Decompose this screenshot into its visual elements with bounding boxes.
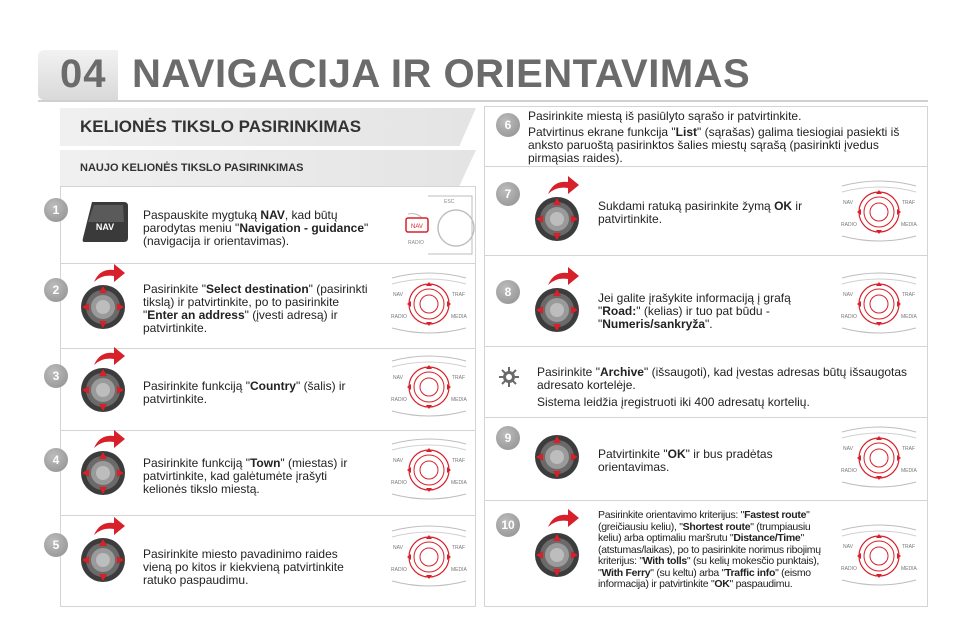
step-10-text: Pasirinkite orientavimo kriterijus: "Fastest route" (greičiausiu keliu), "Shortest route" (trumpiausiu keliu) arba optimaliu maršrutu "Distance/Time" (atstumas/laikas), po to pasirinkite norimus ribojimų kriterijus: "With tolls" (su kelių mokesčio punktais), "With Ferry" (su keltu) arba "Traffic info" (eismo informacija) ir patvirtinkite "OK" paspaudimu.: [598, 509, 821, 590]
step-badge-7: 7: [496, 182, 520, 206]
svg-text:MEDIA: MEDIA: [451, 567, 467, 573]
divider: [484, 500, 928, 501]
svg-text:MEDIA: MEDIA: [451, 397, 467, 403]
step-6-text: [528, 110, 923, 168]
archive-note-line-2: Sistema leidžia įregistruoti iki 400 adresatų kortelių.: [537, 395, 810, 409]
step-badge-10: 10: [496, 513, 520, 537]
svg-text:TRAF: TRAF: [452, 292, 466, 298]
step-badge-8: 8: [496, 280, 520, 304]
svg-text:RADIO: RADIO: [841, 566, 857, 572]
step-7-text: Sukdami ratuką pasirinkite žymą OK ir patvirtinkite.: [598, 199, 803, 226]
svg-text:TRAF: TRAF: [452, 545, 466, 551]
divider: [484, 346, 928, 347]
svg-text:TRAF: TRAF: [452, 375, 466, 381]
svg-text:MEDIA: MEDIA: [451, 480, 467, 486]
step-badge-5: 5: [44, 533, 68, 557]
svg-text:MEDIA: MEDIA: [901, 222, 917, 228]
rotary-knob-icon: [80, 367, 126, 413]
step-6-line-1: Pasirinkite miestą iš pasiūlyto sąrašo ir patvirtinkite.: [528, 109, 802, 123]
rotary-knob-icon: [534, 434, 580, 480]
subsection-title: NAUJO KELIONĖS TIKSLO PASIRINKIMAS: [80, 162, 304, 174]
console-diagram-icon: [838, 270, 920, 336]
svg-text:TRAF: TRAF: [902, 292, 916, 298]
console-esc-label: ESC: [444, 199, 455, 205]
console-esc-icon: [398, 192, 480, 258]
chapter-number: 04: [60, 52, 107, 96]
svg-text:TRAF: TRAF: [902, 200, 916, 206]
step-9-text: Patvirtinkite "OK" ir bus pradėtas orientavimas.: [598, 447, 773, 474]
console-diagram-icon: [388, 523, 470, 589]
step-badge-6: 6: [496, 113, 520, 137]
svg-text:TRAF: TRAF: [902, 544, 916, 550]
console-nav-label: NAV: [411, 224, 423, 230]
svg-text:NAV: NAV: [843, 292, 853, 298]
console-diagram-icon: [388, 270, 470, 336]
svg-text:NAV: NAV: [393, 292, 403, 298]
svg-text:MEDIA: MEDIA: [451, 314, 467, 320]
rotary-knob-icon: [80, 450, 126, 496]
step-badge-3: 3: [44, 364, 68, 388]
nav-button-icon: [80, 200, 130, 244]
step-4-text: Pasirinkite funkciją "Town" (miestas) ir patvirtinkite, kad galėtumėte įrašyti kelionės tikslo miestą.: [143, 456, 348, 496]
svg-text:MEDIA: MEDIA: [901, 468, 917, 474]
rotary-knob-icon: [80, 537, 126, 583]
svg-text:RADIO: RADIO: [391, 397, 407, 403]
rotate-arrow-icon: [92, 345, 126, 367]
svg-text:RADIO: RADIO: [391, 567, 407, 573]
rotate-arrow-icon: [546, 174, 580, 196]
rotary-knob-icon: [534, 532, 580, 578]
rotary-knob-icon: [534, 287, 580, 333]
svg-text:NAV: NAV: [843, 544, 853, 550]
svg-text:RADIO: RADIO: [841, 314, 857, 320]
nav-button-label: NAV: [95, 222, 115, 232]
divider: [484, 255, 928, 256]
step-badge-2: 2: [44, 278, 68, 302]
svg-text:RADIO: RADIO: [841, 222, 857, 228]
console-diagram-icon: [838, 522, 920, 588]
svg-text:RADIO: RADIO: [391, 480, 407, 486]
step-1-text: Paspauskite mygtuką NAV, kad būtų parodytas meniu "Navigation - guidance" (navigacija ir orientavimas).: [143, 208, 369, 248]
step-2-text: Pasirinkite "Select destination" (pasirinkti tikslą) ir patvirtinkite, po to pasirinkite "Enter an address" (įvesti adresą) ir patvirtinkite.: [143, 282, 368, 335]
step-badge-9: 9: [496, 426, 520, 450]
page-title: NAVIGACIJA IR ORIENTAVIMAS: [132, 52, 751, 96]
archive-note: [537, 366, 917, 413]
step-8-text: Jei galite įrašykite informaciją į grafą "Road:" (kelias) ir tuo pat būdu - "Numeris/sankryža".: [598, 291, 791, 331]
svg-text:TRAF: TRAF: [902, 446, 916, 452]
rotary-knob-icon: [80, 284, 126, 330]
svg-text:MEDIA: MEDIA: [901, 314, 917, 320]
svg-text:NAV: NAV: [843, 446, 853, 452]
rotate-arrow-icon: [92, 428, 126, 450]
gear-icon: [498, 366, 520, 388]
step-badge-4: 4: [44, 448, 68, 472]
console-diagram-icon: [388, 353, 470, 419]
svg-text:NAV: NAV: [843, 200, 853, 206]
svg-text:RADIO: RADIO: [391, 314, 407, 320]
header-divider: [38, 100, 928, 102]
rotate-arrow-icon: [546, 265, 580, 287]
step-3-text: Pasirinkite funkciją "Country" (šalis) ir patvirtinkite.: [143, 379, 346, 406]
svg-text:RADIO: RADIO: [841, 468, 857, 474]
svg-text:NAV: NAV: [393, 545, 403, 551]
svg-text:NAV: NAV: [393, 458, 403, 464]
section-title: KELIONĖS TIKSLO PASIRINKIMAS: [80, 117, 362, 136]
archive-note-line-1: Pasirinkite "Archive" (išsaugoti), kad įvestas adresas būtų išsaugotas adresato kortelėje.: [537, 365, 908, 392]
svg-text:NAV: NAV: [393, 375, 403, 381]
rotate-arrow-icon: [92, 262, 126, 284]
console-diagram-icon: [388, 436, 470, 502]
rotate-arrow-icon: [92, 515, 126, 537]
step-badge-1: 1: [44, 198, 68, 222]
console-diagram-icon: [838, 178, 920, 244]
step-6-line-2: Patvirtinus ekrane funkcija "List" (sąrašas) galima tiesiogiai pasiekti iš anksto paruoštą pasirinktos šalies miestų sąrašą (pasirinkti įvedus pirmąsias raides).: [528, 125, 900, 165]
svg-text:TRAF: TRAF: [452, 458, 466, 464]
divider: [484, 417, 928, 418]
step-5-text: Pasirinkite miesto pavadinimo raides vieną po kitos ir kiekvieną patvirtinkite ratuko paspaudimu.: [143, 547, 344, 587]
rotate-arrow-icon: [546, 507, 580, 529]
console-diagram-icon: [838, 424, 920, 490]
console-radio-label: RADIO: [408, 240, 424, 246]
svg-text:MEDIA: MEDIA: [901, 566, 917, 572]
rotary-knob-icon: [534, 196, 580, 242]
